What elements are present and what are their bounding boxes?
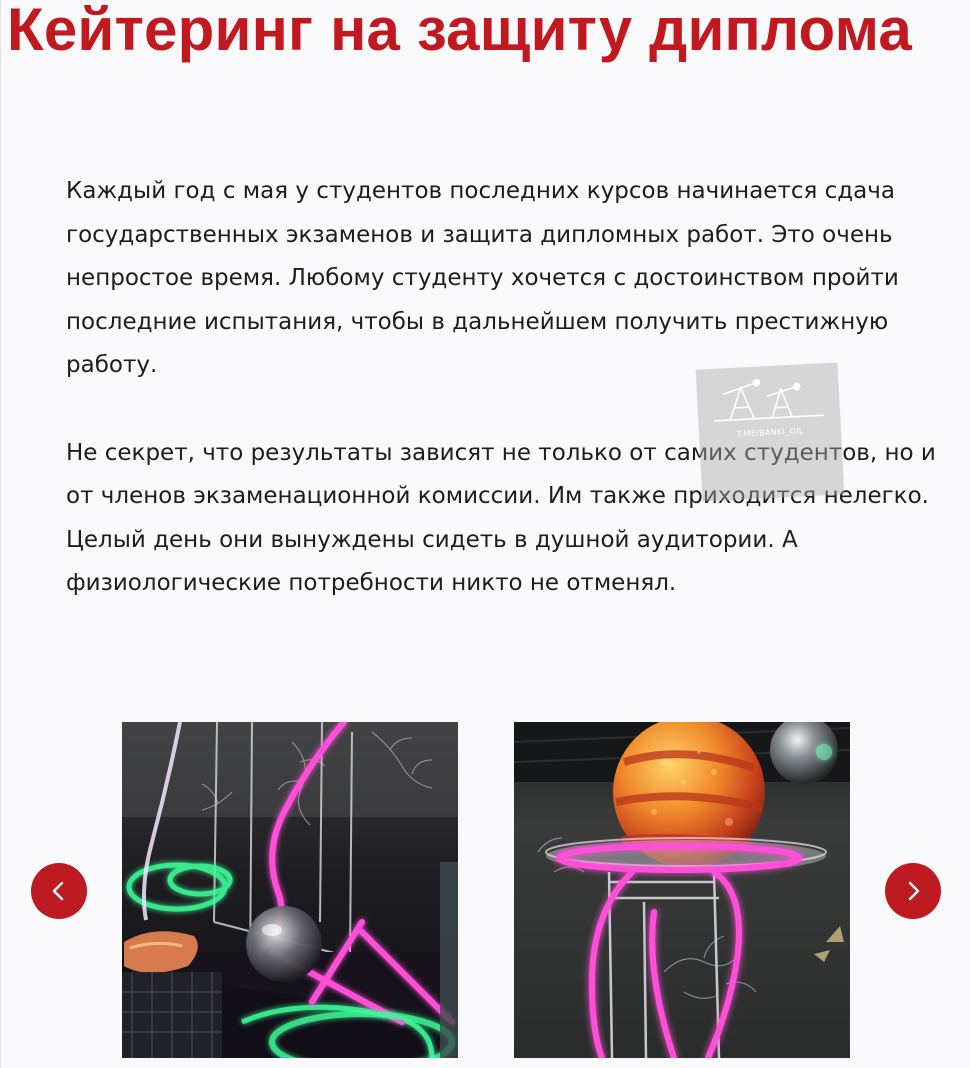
chevron-right-icon [902, 880, 924, 902]
article-paragraph: Каждый год с мая у студентов последних курсов начинается сдача государственных экзаменов и защита дипломных работ. Это очень непростое время. Любому студенту хочется с достоинством пройти последние испытания, чтобы в дальнейшем получить престижную работу. [66, 178, 899, 379]
photo-gallery [1, 722, 970, 1062]
chevron-left-icon [48, 880, 70, 902]
gallery-slide-image[interactable] [122, 722, 458, 1058]
gallery-prev-button[interactable] [31, 863, 87, 919]
neon-planet-dessert-photo [514, 722, 850, 1058]
page-title: Кейтеринг на защиту диплома [7, 0, 912, 63]
gallery-next-button[interactable] [885, 863, 941, 919]
article-paragraph: Не секрет, что результаты зависят не только от самих студентов, но и от членов экзаменационной комиссии. Им также приходится нелегко. Целый день они вынуждены сидеть в душной аудитории. А физиологические потребности никто не отменял. [66, 439, 936, 597]
gallery-slide-image[interactable] [514, 722, 850, 1058]
watermark [696, 362, 845, 501]
watermark-text: T.ME/BANKI_OIL [736, 426, 804, 439]
neon-glass-sculpture-photo [122, 722, 458, 1058]
oil-pump-icon [710, 373, 826, 423]
